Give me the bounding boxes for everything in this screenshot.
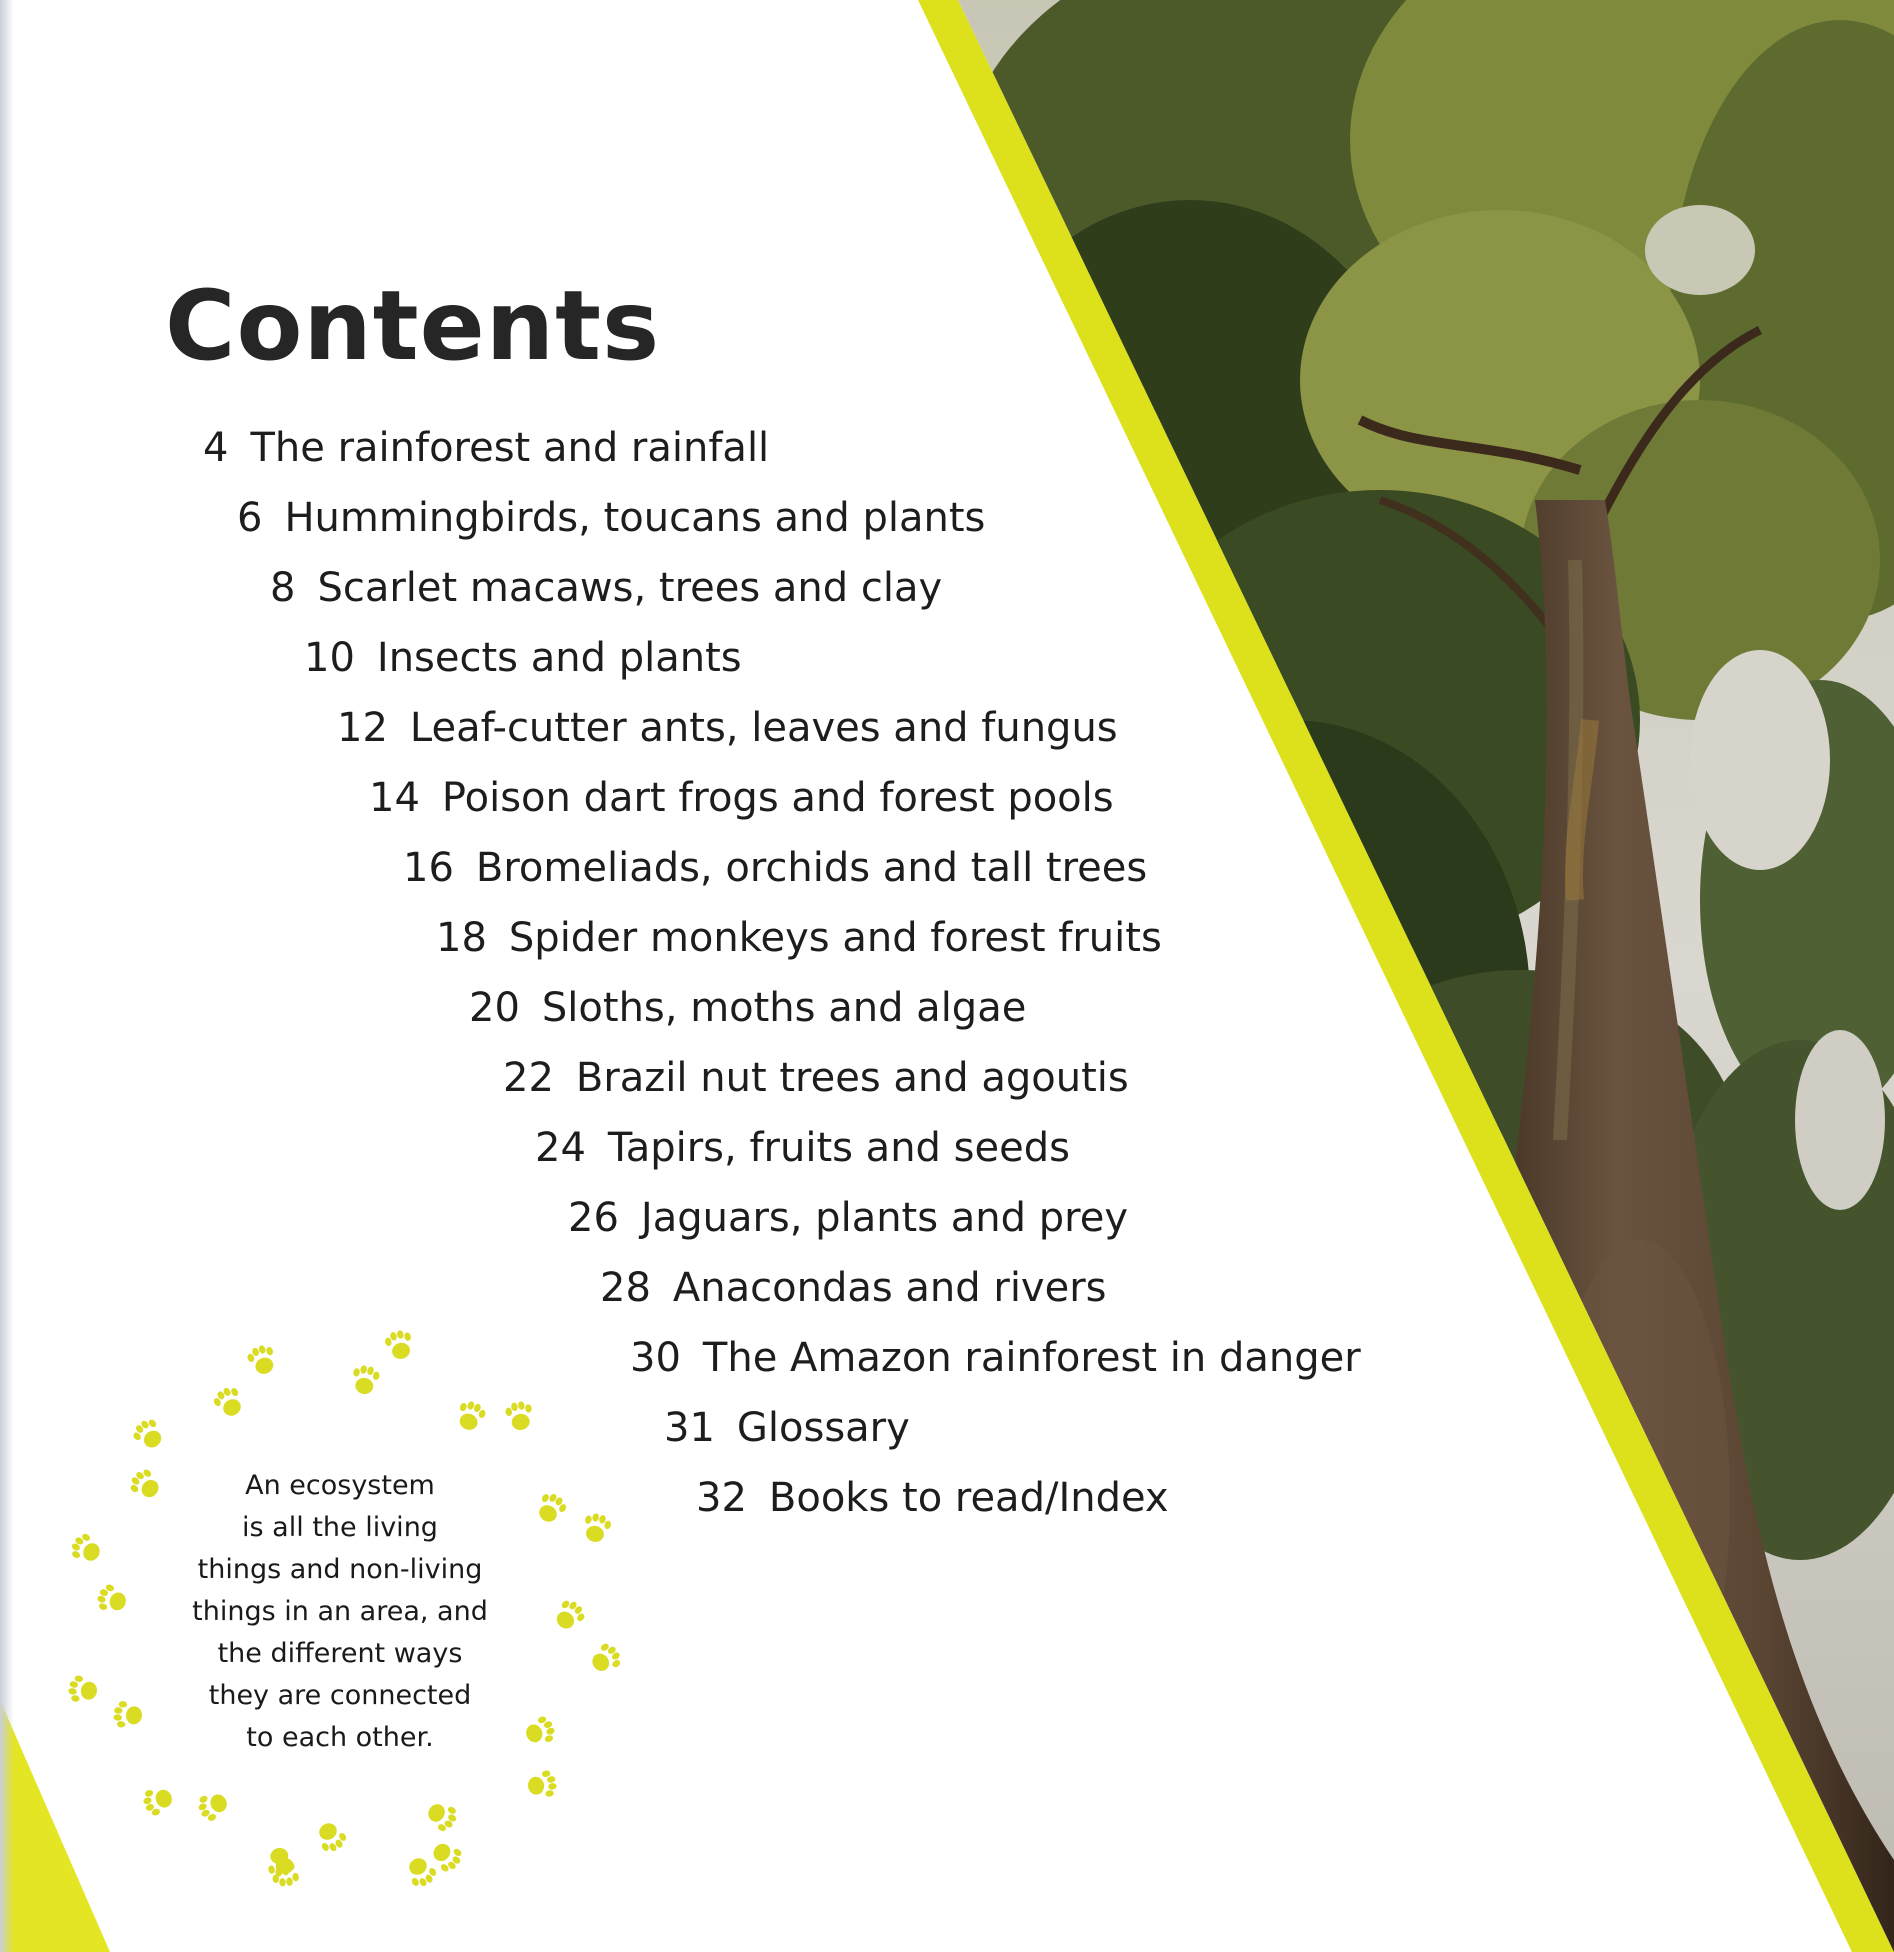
toc-page-number: 16 <box>403 845 454 891</box>
paw-print-icon <box>350 1364 381 1396</box>
paw-print-icon <box>245 1342 279 1378</box>
paw-print-icon <box>526 1769 558 1800</box>
paw-print-icon <box>94 1582 130 1616</box>
toc-page-number: 6 <box>237 495 263 541</box>
toc-title: Spider monkeys and forest fruits <box>508 915 1162 961</box>
paw-print-icon <box>383 1328 416 1362</box>
toc-title: Scarlet macaws, trees and clay <box>317 565 943 611</box>
toc-page-number: 32 <box>696 1475 747 1521</box>
paw-print-icon <box>550 1596 588 1635</box>
paw-print-icon <box>580 1511 613 1545</box>
paw-print-icon <box>67 1530 105 1567</box>
paw-print-icon <box>403 1853 440 1891</box>
callout-line: they are connected <box>208 1680 472 1711</box>
paw-print-icon <box>533 1489 570 1527</box>
toc-title: Leaf-cutter ants, leaves and fungus <box>409 705 1118 751</box>
toc-page-number: 22 <box>503 1055 554 1101</box>
toc-title: Anacondas and rivers <box>672 1265 1107 1311</box>
toc-page-number: 30 <box>630 1335 681 1381</box>
toc-title: Glossary <box>736 1405 910 1451</box>
paw-print-icon <box>67 1674 99 1705</box>
toc-title: The rainforest and rainfall <box>250 425 770 471</box>
toc-title: The Amazon rainforest in danger <box>702 1335 1361 1381</box>
toc-title: Brazil nut trees and agoutis <box>575 1055 1129 1101</box>
toc-page-number: 26 <box>568 1195 619 1241</box>
callout-line: to each other. <box>246 1722 434 1753</box>
paw-print-icon <box>504 1400 535 1432</box>
toc-page-number: 14 <box>369 775 420 821</box>
callout-line: An ecosystem <box>245 1470 435 1501</box>
toc-page-number: 31 <box>664 1405 715 1451</box>
toc-page-number: 20 <box>469 985 520 1031</box>
paw-print-icon <box>195 1788 232 1824</box>
paw-print-icon <box>423 1798 461 1835</box>
paw-print-icon <box>126 1465 165 1503</box>
paw-print-icon <box>522 1714 558 1748</box>
paw-print-icon <box>453 1398 487 1434</box>
toc-title: Hummingbirds, toucans and plants <box>284 495 986 541</box>
toc-title: Tapirs, fruits and seeds <box>607 1125 1070 1171</box>
paw-print-icon <box>313 1818 350 1856</box>
toc-page-number: 8 <box>270 565 296 611</box>
toc-title: Sloths, moths and algae <box>541 985 1027 1031</box>
paw-print-icon <box>210 1383 247 1421</box>
toc-page-number: 12 <box>337 705 388 751</box>
toc-title: Books to read/Index <box>768 1475 1169 1521</box>
toc-title: Jaguars, plants and prey <box>640 1195 1128 1241</box>
callout-line: the different ways <box>217 1638 463 1669</box>
toc-title: Insects and plants <box>376 635 742 681</box>
toc-title: Bromeliads, orchids and tall trees <box>475 845 1148 891</box>
paw-print-icon <box>140 1783 176 1817</box>
toc-page-number: 28 <box>600 1265 651 1311</box>
page-title: Contents <box>165 270 661 382</box>
callout-line: is all the living <box>242 1512 438 1543</box>
paw-print-icon <box>129 1415 167 1454</box>
callout-line: things in an area, and <box>192 1596 488 1627</box>
toc-page-number: 4 <box>203 425 229 471</box>
paw-print-icon <box>587 1640 625 1678</box>
toc-page-number: 24 <box>535 1125 586 1171</box>
paw-print-icon <box>113 1700 143 1729</box>
callout-line: things and non-living <box>197 1554 483 1585</box>
toc-page-number: 10 <box>304 635 355 681</box>
toc-title: Poison dart frogs and forest pools <box>441 775 1114 821</box>
toc-page-number: 18 <box>436 915 487 961</box>
